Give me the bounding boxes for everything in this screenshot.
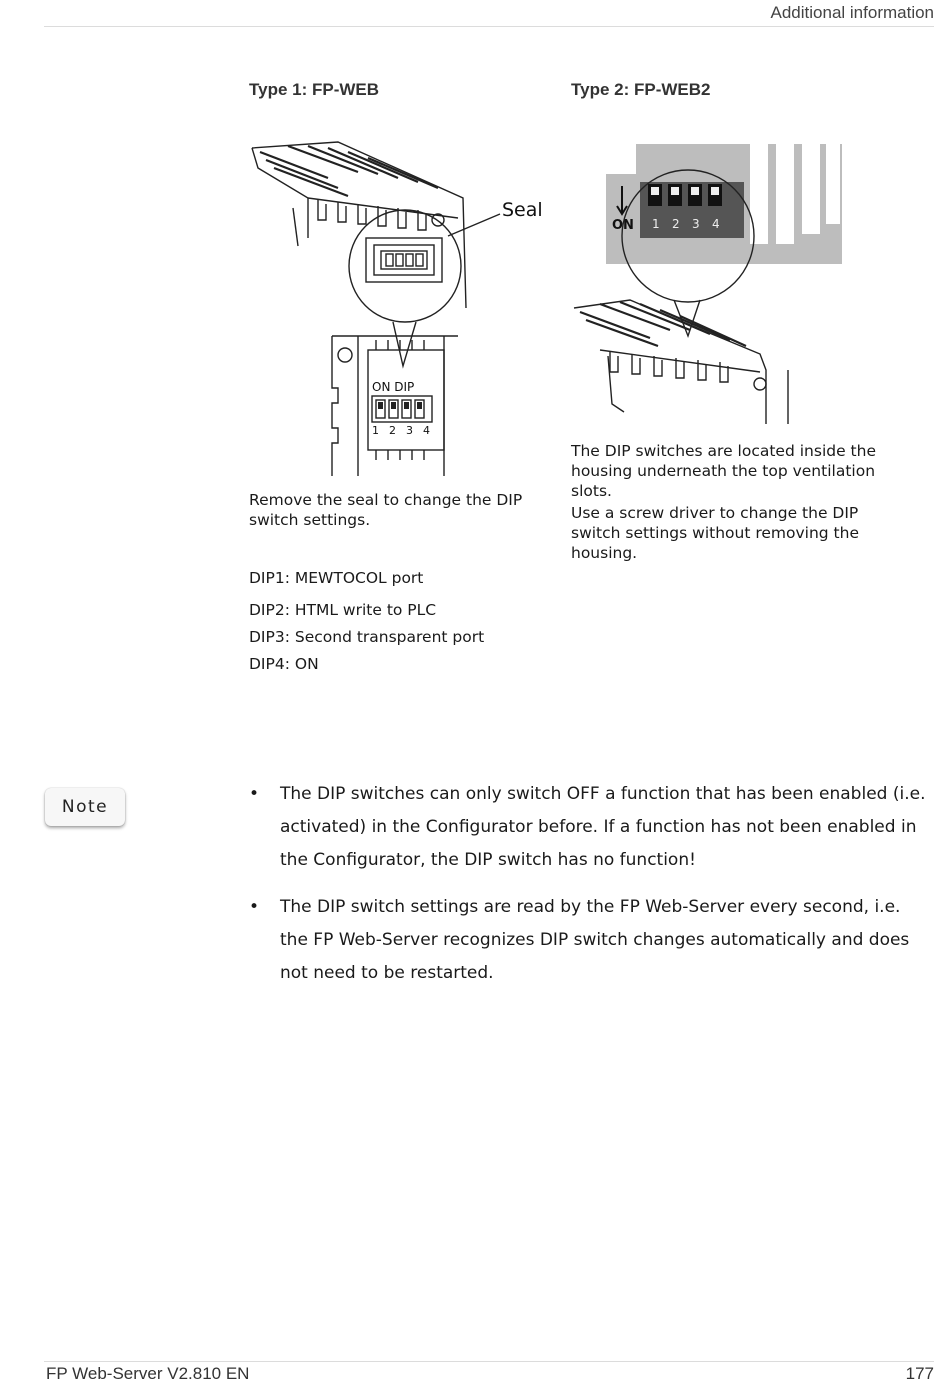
note-text: The DIP switch settings are read by the FP Web-Server every second, i.e. the FP Web-Server recognizes DIP switch changes automatically and does not need to be restarted. <box>280 897 910 983</box>
switch-number: 4 <box>712 217 720 231</box>
fp-web2-dip-figure <box>570 140 850 430</box>
footer-doc-title: FP Web-Server V2.810 EN <box>46 1364 250 1383</box>
type2-caption-location: The DIP switches are located inside the housing underneath the top ventilation slots. <box>571 442 876 500</box>
fp-web-dip-figure <box>248 138 548 478</box>
dip-setting-item: DIP4: ON <box>249 655 319 673</box>
note-badge: Note <box>45 788 125 826</box>
switch-number: 3 <box>406 424 413 437</box>
switch-number: 4 <box>423 424 430 437</box>
type2-caption-screwdriver: Use a screw driver to change the DIP switch settings without removing the housing. <box>571 504 859 562</box>
dip-setting-item: DIP3: Second transparent port <box>249 628 485 646</box>
switch-number: 2 <box>389 424 396 437</box>
note-text: The DIP switches can only switch OFF a function that has been enabled (i.e. activated) in the Configurator before. If a function has not been enabled in the Configurator, the DIP switch has no function! <box>280 784 926 870</box>
dip-setting-item: DIP1: MEWTOCOL port <box>249 569 424 587</box>
note-bullet-list <box>249 778 929 1004</box>
on-label: ON <box>612 218 634 233</box>
bullet-dot-icon: • <box>249 897 260 917</box>
list-item <box>249 891 929 990</box>
switch-number: 2 <box>672 217 680 231</box>
type2-heading: Type 2: FP-WEB2 <box>571 80 711 99</box>
switch-number: 3 <box>692 217 700 231</box>
list-item <box>249 778 929 877</box>
seal-label: Seal <box>502 199 543 221</box>
dip-setting-item: DIP2: HTML write to PLC <box>249 601 437 619</box>
type1-caption: Remove the seal to change the DIP switch settings. <box>249 491 523 529</box>
page-header-title: Additional information <box>770 3 934 22</box>
type1-heading: Type 1: FP-WEB <box>249 80 380 99</box>
switch-number: 1 <box>652 217 660 231</box>
page-number: 177 <box>905 1364 934 1383</box>
bullet-dot-icon: • <box>249 784 260 804</box>
switch-label: ON DIP <box>372 380 415 394</box>
switch-number: 1 <box>372 424 379 437</box>
footer-divider <box>44 1361 934 1362</box>
header-divider <box>44 26 934 27</box>
